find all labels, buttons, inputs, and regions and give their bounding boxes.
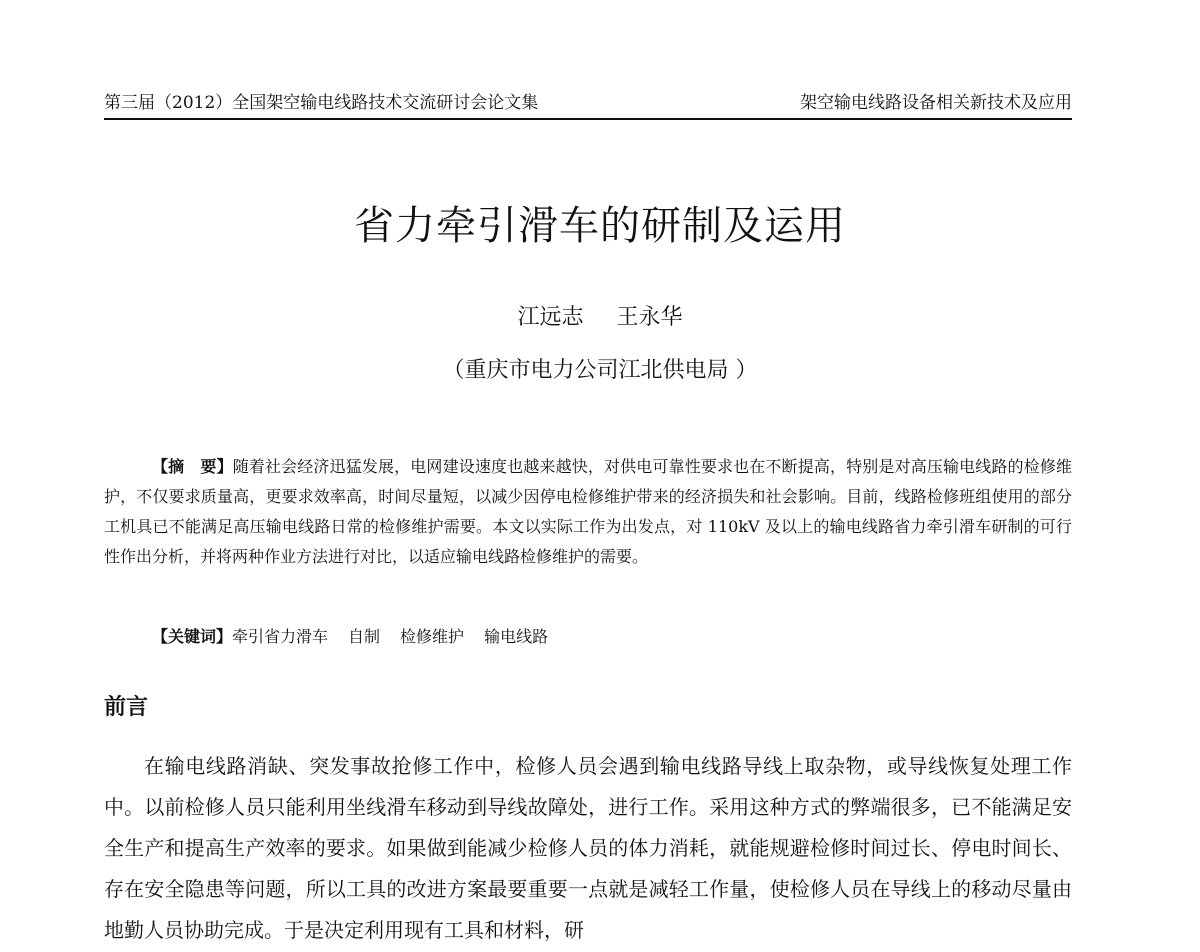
- body-paragraph: 在输电线路消缺、突发事故抢修工作中，检修人员会遇到输电线路导线上取杂物，或导线恢复处理工作中。以前检修人员只能利用坐线滑车移动到导线故障处，进行工作。采用这种方式的弊端很多，已不能满足安全生产和提高生产效率的要求。如果做到能减少检修人员的体力消耗，就能规避检修时间过长、停电时间长、存在安全隐患等问题，所以工具的改进方案最要重要一点就是减轻工作量，使检修人员在导线上的移动尽量由地勤人员协助完成。于是决定利用现有工具和材料，研: [104, 754, 1072, 942]
- body-text: [104, 746, 1072, 951]
- abstract-label: 【摘 要】: [152, 457, 233, 476]
- section-heading: 前言: [104, 695, 149, 720]
- header-proceedings-title: 第三届（2012）全国架空输电线路技术交流研讨会论文集: [104, 93, 539, 113]
- abstract-paragraph: [104, 452, 1072, 572]
- keyword: 牵引省力滑车: [232, 627, 329, 646]
- keywords-block: [152, 622, 1052, 652]
- keyword: 自制: [348, 627, 381, 646]
- abstract-block: [104, 452, 1072, 572]
- article-title: 省力牵引滑车的研制及运用: [354, 203, 846, 249]
- author-name: 王永华: [616, 305, 683, 330]
- author-list: [0, 303, 1200, 333]
- author-affiliation: （重庆市电力公司江北供电局 ）: [442, 358, 758, 383]
- abstract-text: 随着社会经济迅猛发展，电网建设速度也越来越快，对供电可靠性要求也在不断提高，特别是对高压输电线路的检修维护，不仅要求质量高，更要求效率高，时间尽量短，以减少因停电检修维护带来的经济损失和社会影响。目前，线路检修班组使用的部分工机具已不能满足高压输电线路日常的检修维护需要。本文以实际工作为出发点，对 110kV 及以上的输电线路省力牵引滑车研制的可行性作出分析，并将两种作业方法进行对比，以适应输电线路检修维护的需要。: [104, 457, 1072, 566]
- keyword: 输电线路: [484, 627, 549, 646]
- running-header: [104, 90, 1072, 120]
- author-name: 江远志: [517, 305, 584, 330]
- keywords-label: 【关键词】: [152, 627, 233, 646]
- header-section-title: 架空输电线路设备相关新技术及应用: [800, 93, 1072, 113]
- keyword: 检修维护: [400, 627, 465, 646]
